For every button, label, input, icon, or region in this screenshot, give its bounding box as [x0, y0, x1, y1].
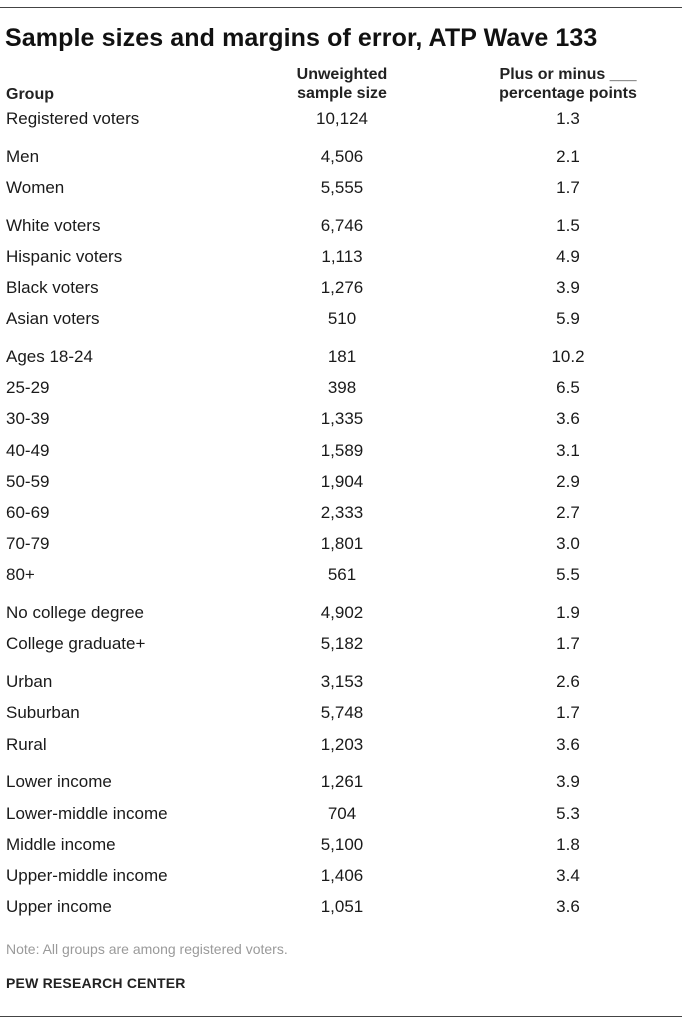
- column-header-margin-of-error-line1: Plus or minus ___: [499, 66, 637, 83]
- table-row: [0, 342, 689, 373]
- row-margin-of-error: 3.9: [556, 278, 580, 298]
- row-margin-of-error: 3.9: [556, 772, 580, 792]
- row-margin-of-error: 2.9: [556, 471, 580, 491]
- row-margin-of-error: 1.7: [556, 703, 580, 723]
- table-row: [0, 667, 689, 698]
- table-row: [0, 404, 689, 435]
- table-row: [0, 598, 689, 629]
- column-header-group: Group: [6, 86, 54, 103]
- table-row: [0, 211, 689, 242]
- row-label: Women: [6, 177, 65, 197]
- row-sample-size: 1,904: [320, 471, 364, 491]
- row-label: No college degree: [6, 603, 144, 623]
- row-sample-size: 4,902: [320, 603, 364, 623]
- row-label: Middle income: [6, 834, 116, 854]
- table-row: [0, 529, 689, 560]
- row-sample-size: 5,182: [320, 634, 364, 654]
- row-label: Suburban: [6, 703, 80, 723]
- row-sample-size: 1,051: [320, 897, 364, 917]
- row-margin-of-error: 1.8: [556, 834, 580, 854]
- table-row: [0, 892, 689, 923]
- row-label: Rural: [6, 734, 47, 754]
- row-label: Urban: [6, 672, 53, 692]
- row-sample-size: 4,506: [320, 146, 364, 166]
- row-label: Hispanic voters: [6, 246, 123, 266]
- page-title: Sample sizes and margins of error, ATP Wave 133: [5, 24, 598, 52]
- row-label: Ages 18-24: [6, 347, 93, 367]
- row-sample-size: 1,589: [320, 440, 364, 460]
- row-sample-size: 510: [327, 309, 357, 329]
- row-sample-size: 6,746: [320, 215, 364, 235]
- row-label: 50-59: [6, 471, 50, 491]
- row-sample-size: 3,153: [320, 672, 364, 692]
- row-margin-of-error: 3.1: [556, 440, 580, 460]
- row-margin-of-error: 3.0: [556, 534, 580, 554]
- top-rule: [0, 7, 682, 8]
- table-row: [0, 861, 689, 892]
- row-sample-size: 1,113: [321, 246, 363, 266]
- row-sample-size: 1,276: [320, 278, 364, 298]
- table-row: [0, 142, 689, 173]
- row-margin-of-error: 3.6: [556, 409, 580, 429]
- table-row: [0, 830, 689, 861]
- table-row: [0, 767, 689, 798]
- row-sample-size: 561: [327, 565, 357, 585]
- column-header-sample-size-line1: Unweighted: [296, 66, 388, 83]
- row-label: Black voters: [6, 278, 99, 298]
- row-label: 30-39: [6, 409, 50, 429]
- row-sample-size: 1,261: [320, 772, 364, 792]
- row-sample-size: 704: [327, 803, 357, 823]
- sample-size-table: [0, 104, 689, 923]
- row-label: Men: [6, 146, 40, 166]
- row-margin-of-error: 10.2: [551, 347, 585, 367]
- row-sample-size: 10,124: [316, 109, 368, 128]
- row-label: Asian voters: [6, 309, 100, 329]
- table-row: [0, 498, 689, 529]
- row-label: College graduate+: [6, 634, 146, 654]
- column-header-margin-of-error-line2: percentage points: [499, 85, 637, 102]
- row-margin-of-error: 2.7: [556, 503, 580, 523]
- row-sample-size: 2,333: [320, 503, 364, 523]
- row-margin-of-error: 1.9: [556, 603, 580, 623]
- row-margin-of-error: 2.6: [556, 672, 580, 692]
- table-row: [0, 173, 689, 204]
- row-sample-size: 5,100: [320, 834, 364, 854]
- row-label: 40-49: [6, 440, 50, 460]
- row-margin-of-error: 1.3: [556, 109, 580, 128]
- row-sample-size: 5,748: [320, 703, 364, 723]
- table-row: [0, 467, 689, 498]
- row-sample-size: 398: [327, 378, 357, 398]
- bottom-rule: [0, 1016, 682, 1017]
- row-margin-of-error: 5.3: [556, 803, 580, 823]
- row-label: 25-29: [6, 378, 50, 398]
- row-margin-of-error: 1.7: [556, 177, 580, 197]
- table-row: [0, 436, 689, 467]
- table-row: [0, 629, 689, 660]
- table-row: [0, 730, 689, 761]
- table-row: [0, 799, 689, 830]
- source-credit: PEW RESEARCH CENTER: [6, 975, 186, 991]
- row-sample-size: 1,203: [320, 734, 364, 754]
- row-label: 70-79: [6, 534, 50, 554]
- row-sample-size: 1,801: [320, 534, 364, 554]
- row-margin-of-error: 3.6: [556, 734, 580, 754]
- table-row: [0, 373, 689, 404]
- row-label: Upper income: [6, 897, 112, 917]
- row-sample-size: 181: [327, 347, 357, 367]
- row-label: Registered voters: [6, 109, 140, 128]
- row-margin-of-error: 5.9: [556, 309, 580, 329]
- table-row: [0, 698, 689, 729]
- column-header-margin-of-error: [468, 65, 668, 103]
- row-label: 60-69: [6, 503, 50, 523]
- row-label: Lower income: [6, 772, 112, 792]
- table-row: [0, 242, 689, 273]
- row-margin-of-error: 3.6: [556, 897, 580, 917]
- column-header-sample-size: [262, 65, 422, 103]
- row-margin-of-error: 1.5: [556, 215, 580, 235]
- table-row: [0, 104, 689, 135]
- row-margin-of-error: 6.5: [556, 378, 580, 398]
- row-label: Upper-middle income: [6, 865, 168, 885]
- row-sample-size: 1,406: [320, 865, 364, 885]
- row-sample-size: 5,555: [320, 177, 364, 197]
- row-margin-of-error: 2.1: [556, 146, 580, 166]
- table-row: [0, 560, 689, 591]
- row-sample-size: 1,335: [320, 409, 364, 429]
- row-margin-of-error: 4.9: [556, 246, 580, 266]
- table-row: [0, 273, 689, 304]
- row-label: Lower-middle income: [6, 803, 168, 823]
- row-label: White voters: [6, 215, 101, 235]
- table-row: [0, 304, 689, 335]
- column-header-sample-size-line2: sample size: [297, 85, 387, 102]
- row-margin-of-error: 3.4: [556, 865, 580, 885]
- row-label: 80+: [6, 565, 35, 585]
- row-margin-of-error: 1.7: [556, 634, 580, 654]
- table-note: Note: All groups are among registered voters.: [6, 941, 288, 957]
- row-margin-of-error: 5.5: [556, 565, 580, 585]
